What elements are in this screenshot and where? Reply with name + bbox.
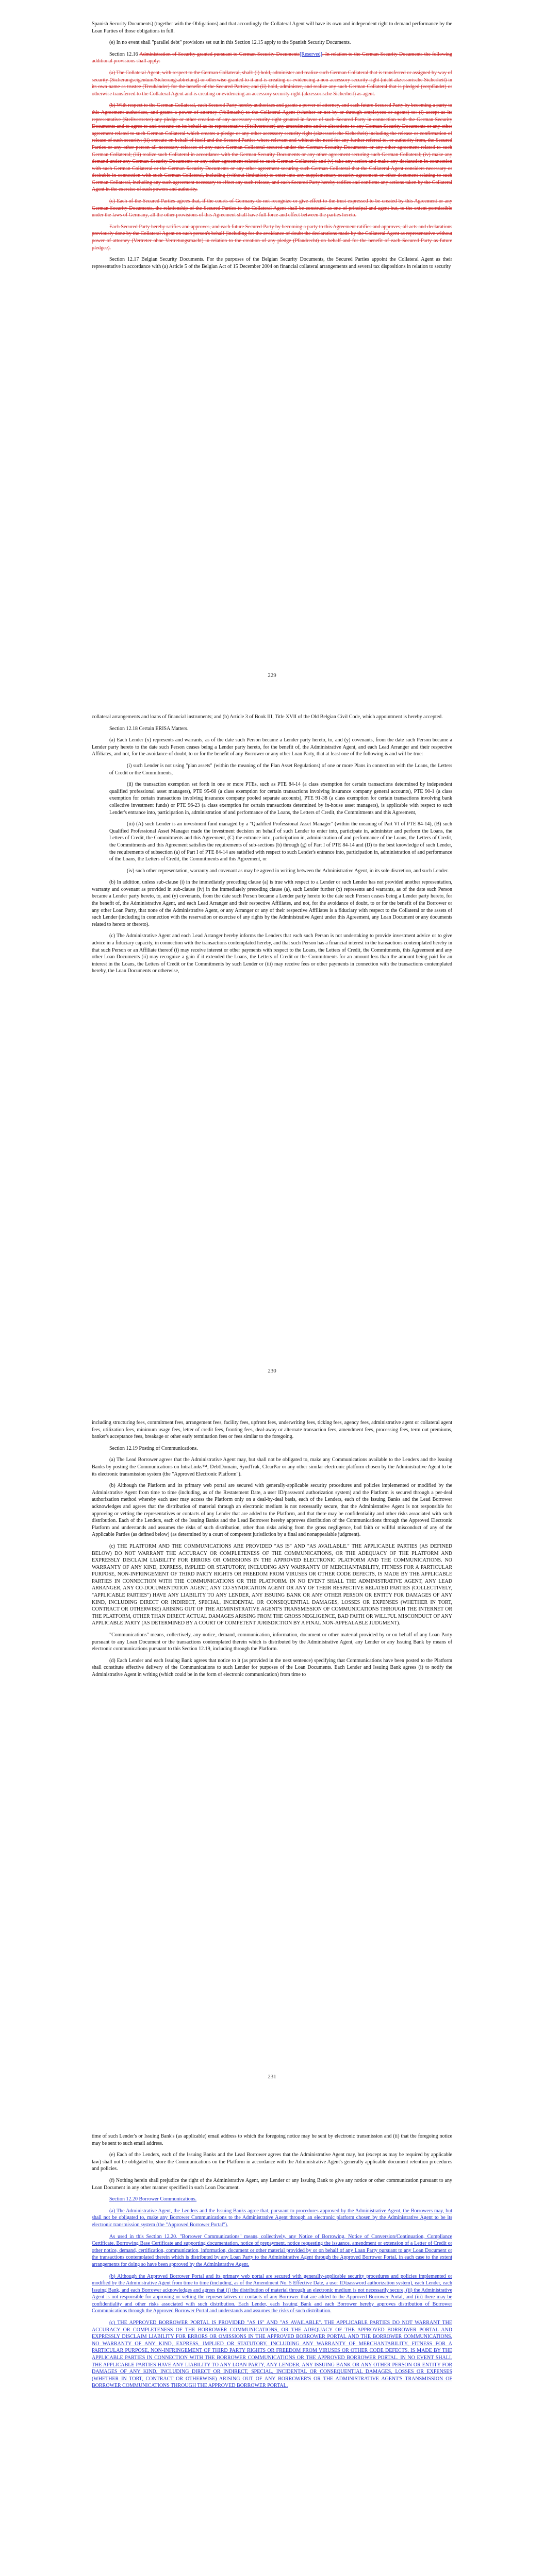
body-paragraph: (c) The Administrative Agent and each Lead Arranger hereby informs the Lenders that each such Person is not undertaking to provide investment advice or to give advice in a fiduciary capacity, in connection with the transactions contemplated hereby, and that such Person has a financial interest in the transactions contemplated hereby in that such Person or an Affiliate thereof (i) may receive interest or other payments with respect to the Loans, the Letters of Credit, the Commitments, this Agreement and any other Loan Documents (ii) may recognize a gain if it extended the Loans, the Letters of Credit or the Commitments for an amount less than the amount being paid for an interest in the Loans, the Letters of Credit or the Commitments by such Lender or (iii) may receive fees or other payments in connection with the transactions contemplated hereby, the Loan Documents or otherwise, [92,933,452,974]
deleted-paragraph: Each Secured Party hereby ratifies and approves, and each future Secured Party by becoming a party to this Agreement ratifies and approves, all acts and declarations previously done by the Collateral Agent on such person's behalf (including for the avoidance of doubt the declarations made by the Collateral Agent as representative without power of attorney (Vertreter ohne Vertretungsmacht) in relation to the creation of any pledge (Pfandrecht) on behalf and for the benefit of each Secured Party as future pledgee). [92,224,452,251]
body-paragraph: Spanish Security Documents) (together with the Obligations) and that accordingly the Collateral Agent will have its own and independent right to demand performance by the Loan Parties of those obligations in full. [92,21,452,34]
body-paragraph: Section 12.17 Belgian Security Documents. For the purposes of the Belgian Security Documents, the Secured Parties appoint the Collateral Agent as their representative in accordance with (a) Article 5 of the Belgian Act of 15 December 2004 on financial collateral arrangements and several tax dispositions in relation to security [92,257,452,269]
sub-clause-paragraph: (ii) the transaction exemption set forth in one or more PTEs, such as PTE 84-14 (a class exemption for certain transactions determined by independent qualified professional asset managers), PTE 95-60 (a class exemption for certain transactions involving insurance company general accounts), PTE 90-1 (a class exemption for certain transactions involving insurance company pooled separate accounts), PTE 91-38 (a class exemption for certain transactions involving bank collective investment funds) or PTE 96-23 (a class exemption for certain transactions determined by in-house asset managers), is applicable with respect to such Lender's entrance into, participation in, administration of and performance of the Loans, the Letters of Credit, the Commitments and this Agreement, [109,782,452,816]
document-page [0,714,544,1347]
document-page [0,21,544,657]
page-number: 231 [268,2074,276,2080]
sub-clause-paragraph: (iv) such other representation, warranty and covenant as may be agreed in writing between the Administrative Agent, in its sole discretion, and such Lender. [127,868,449,874]
body-paragraph: (b) Although the Platform and its primary web portal are secured with generally-applicable security procedures and policies implemented or modified by the Administrative Agent from time to time (including, as of the Restatement Date, a user ID/password authorization system) and the Platform is secured through a per-deal authorization method whereby each user may access the Platform only on a deal-by-deal basis, each of the Lenders, each of the Issuing Banks and the Lead Borrower acknowledges and agrees that the distribution of material through an electronic medium is not necessarily secure, that the Administrative Agent is not responsible for approving or vetting the representatives or contacts of any Lender that are added to the Platform, and that there may be confidentiality and other risks associated with such distribution. Each of the Lenders, each of the Issuing Banks and the Lead Borrower hereby approves distribution of the Communications through the Approved Electronic Platform and understands and assumes the risks of such distribution, other than risks arising from the gross negligence, bad faith or willful misconduct of any of the Applicable Parties (as defined below) (as determined by a court of competent jurisdiction by a final and nonappealable judgment). [92,1483,452,1538]
page-number: 229 [268,672,276,679]
body-paragraph: (e) Each of the Lenders, each of the Issuing Banks and the Lead Borrower agrees that the Administrative Agent may, but (except as may be required by applicable law) shall not be obligated to, store the Communications on the Platform in accordance with the Administrative Agent's generally applicable document retention procedures and policies. [92,2152,452,2172]
body-paragraph: Section 12.18 Certain ERISA Matters. [109,725,189,732]
body-paragraph: (a) The Lead Borrower agrees that the Administrative Agent may, but shall not be obligated to, make any Communications available to the Lenders and the Issuing Banks by posting the Communications on IntraLinks™, DebtDomain, SyndTrak, ClearPar or any other similar electronic platform chosen by the Administrative Agent to be its electronic transmission system (the "Approved Electronic Platform"). [92,1457,452,1477]
deleted-heading-tail: . In relation to the German Security Documents the following additional provisions shall apply: [92,51,452,64]
body-paragraph: collateral arrangements and loans of financial instruments; and (b) Article 3 of Book III, Title XVII of the Old Belgian Civil Code, which appointment is hereby accepted. [92,714,443,720]
deleted-paragraph: (c) Each of the Secured Parties agrees that, if the courts of Germany do not recognize or give effect to the trust expressed to be created by this Agreement or any German Security Documents, the relationship of the Secured Parties to the Collateral Agent shall be construed as one of principal and agent but, to the extent permissible under the laws of Germany, all the other provisions of this Agreement shall have full force and effect between the parties hereto. [92,198,452,218]
section-heading-paragraph [92,51,452,65]
body-paragraph: (e) In no event shall "parallel debt" provisions set out in this Section 12.15 apply to the Spanish Security Documents. [109,40,351,46]
inserted-paragraph: (a) The Administrative Agent, the Lenders and the Issuing Banks agree that, pursuant to procedures approved by the Administrative Agent, the Borrowers may, but shall not be obligated to, make any Borrower Communications to the Administrative Agent through an electronic platform chosen by the Administrative Agent to be its electronic transmission system (the "Approved Borrower Portal"). [92,2208,452,2228]
body-paragraph: (c) THE PLATFORM AND THE COMMUNICATIONS ARE PROVIDED "AS IS" AND "AS AVAILABLE." THE APPLICABLE PARTIES (AS DEFINED BELOW) DO NOT WARRANT THE ACCURACY OR COMPLETENESS OF THE COMMUNICATIONS, OR THE ADEQUACY OF THE PLATFORM AND EXPRESSLY DISCLAIM LIABILITY FOR ERRORS OR OMISSIONS IN THE APPROVED ELECTRONIC PLATFORM AND THE COMMUNICATIONS. NO WARRANTY OF ANY KIND, EXPRESS, IMPLIED OR STATUTORY, INCLUDING ANY WARRANTY OF MERCHANTABILITY, FITNESS FOR A PARTICULAR PURPOSE, NON-INFRINGEMENT OF THIRD PARTY RIGHTS OR FREEDOM FROM VIRUSES OR OTHER CODE DEFECTS, IS MADE BY THE APPLICABLE PARTIES IN CONNECTION WITH THE COMMUNICATIONS OR THE PLATFORM. IN NO EVENT SHALL THE ADMINISTRATIVE AGENT, ANY LEAD ARRANGER, ANY CO-DOCUMENTATION AGENT, ANY CO-SYNDICATION AGENT OR ANY OF THEIR RESPECTIVE RELATED PARTIES (COLLECTIVELY, "APPLICABLE PARTIES") HAVE ANY LIABILITY TO ANY LENDER, ANY ISSUING BANK OR ANY OTHER PERSON OR ENTITY FOR DAMAGES OF ANY KIND, INCLUDING DIRECT OR INDIRECT, SPECIAL, INCIDENTAL OR CONSEQUENTIAL DAMAGES, LOSSES OR EXPENSES (WHETHER IN TORT, CONTRACT OR OTHERWISE) ARISING OUT OF THE ADMINISTRATIVE AGENT'S TRANSMISSION OF COMMUNICATIONS THROUGH THE INTERNET OR THE PLATFORM, OTHER THAN DIRECT ACTUAL DAMAGES ARISING FROM THE GROSS NEGLIGENCE, BAD FAITH OR WILLFUL MISCONDUCT OF ANY APPLICABLE PARTY (AS DETERMINED BY A COURT OF COMPETENT JURISDICTION BY A FINAL NON-APPEALABLE JUDGMENT). [92,1543,452,1626]
document-page [0,1419,544,2045]
body-paragraph: (f) Nothing herein shall prejudice the right of the Administrative Agent, any Lender or any Issuing Bank to give any notice or other communication pursuant to any Loan Document in any other manner specified in such Loan Document. [92,2177,452,2191]
body-paragraph: including structuring fees, commitment fees, arrangement fees, facility fees, upfront fees, underwriting fees, ticking fees, agency fees, administrative agent or collateral agent fees, utilization fees, minimum usage fees, letter of credit fees, fronting fees, deal-away or alternate transaction fees, amendment fees, processing fees, term out premiums, banker's acceptance fees, breakage or other early termination fees or fees similar to the foregoing. [92,1420,452,1440]
body-paragraph: "Communications" means, collectively, any notice, demand, communication, information, document or other material provided by or on behalf of any Loan Party pursuant to any Loan Document or the transactions contemplated therein which is distributed by the Administrative Agent, any Lender or any Issuing Bank by means of electronic communications pursuant to this Section 12.19, including through the Platform. [92,1632,452,1652]
document-page [0,2133,544,2576]
body-paragraph: Section 12.19 Posting of Communications. [109,1445,198,1451]
deleted-paragraph: (a) The Collateral Agent, with respect to the German Collateral, shall: (i) hold, administer and realize such German Collateral that is transferred or assigned by way of security (Sicherungseigentum/Sicherungsabtretung) or otherwise granted to it and is creating or evidencing a non-accessory security right (nicht akzessorische Sicherheit) in its own name as trustee (Treuhänder) for the benefit of the Secured Parties; and (ii) hold, administer, and realize any such German Collateral that is pledged (verpfändet) or otherwise transferred to the Collateral Agent and is creating or evidencing an accessory security right (akzessorische Sicherheit) as agent. [92,70,452,97]
sub-clause-paragraph: (iii) (A) such Lender is an investment fund managed by a "Qualified Professional Asset Manager" (within the meaning of Part VI of PTE 84-14), (B) such Qualified Professional Asset Manager made the investment decision on behalf of such Lender to enter into, participate in, administer and perform the Loans, the Letters of Credit, the Commitments and this Agreement, (C) the entrance into, participation in, administration of and performance of the Loans, the Letters of Credit, the Commitments and this Agreement satisfies the requirements of sub-sections (b) through (g) of Part I of PTE 84-14 and (D) to the best knowledge of such Lender, the requirements of subsection (a) of Part I of PTE 84-14 are satisfied with respect to such Lender's entrance into, participation in, administration of and performance of the Loans, the Letters of Credit, the Commitments and this Agreement, or [109,821,452,862]
heading-plain-text: Section 12.16 [109,51,140,57]
body-paragraph: (a) Each Lender (x) represents and warrants, as of the date such Person became a Lender party hereto, to, and (y) covenants, from the date such Person became a Lender party hereto to the date such Person ceases being a Lender party hereto, for the benefit of, the Administrative Agent, and each Lead Arranger and their respective Affiliates, and not, for the avoidance of doubt, to or for the benefit of any Borrower or any other Loan Party, that at least one of the following is and will be true: [92,737,452,757]
body-paragraph: time of such Lender's or Issuing Bank's (as applicable) email address to which the foregoing notice may be sent by electronic transmission and (ii) that the foregoing notice may be sent to such email address. [92,2133,452,2146]
inserted-heading-text: [Reserved] [300,51,322,57]
inserted-paragraph: Section 12.20 Borrower Communications. [109,2196,197,2202]
sub-clause-paragraph: (i) such Lender is not using "plan assets" (within the meaning of the Plan Asset Regulations) of one or more Plans in connection with the Loans, the Letters of Credit or the Commitments, [109,762,452,776]
body-paragraph: (b) In addition, unless sub-clause (i) in the immediately preceding clause (a) is true with respect to a Lender or such Lender has not provided another representation, warranty and covenant as provided in sub-clause (iv) in the immediately preceding clause (a), such Lender further (x) represents and warrants, as of the date such Person became a Lender party hereto, to, and (y) covenants, from the date such Person became a Lender party hereto to the date such Person ceases being a Lender party hereto, for the benefit of, the Administrative Agent, and each Lead Arranger and their respective Affiliates, and not, for the avoidance of doubt, to or for the benefit of the Borrower or any other Loan Party, that none of the Administrative Agent, or any Arranger or any of their respective Affiliates is a fiduciary with respect to the Collateral or the assets of such Lender (including in connection with the reservation or exercise of any rights by the Administrative Agent under this Agreement, any Loan Document or any documents related to hereto or thereto). [92,879,452,927]
inserted-paragraph: As used in this Section 12.20, "Borrower Communications" means, collectively, any Notice of Borrowing, Notice of Conversion/Continuation, Compliance Certificate, Borrowing Base Certificate and supporting documentation, notice of prepayment, notice requesting the issuance, amendment or extension of a Letter of Credit or other notice, demand, certification, communication, information, document or other material provided by or on behalf of any Loan Party pursuant to any Loan Document or the transactions contemplated therein which is distributed by any Loan Party to the Administrative Agent through the Approved Borrower Portal, in each case to the extent arrangements for doing so have been approved by the Administrative Agent. [92,2233,452,2267]
inserted-paragraph: (c) THE APPROVED BORROWER PORTAL IS PROVIDED "AS IS" AND "AS AVAILABLE". THE APPLICABLE PARTIES DO NOT WARRANT THE ACCURACY OR COMPLETENESS OF THE BORROWER COMMUNICATIONS, OR THE ADEQUACY OF THE APPROVED BORROWER PORTAL AND EXPRESSLY DISCLAIM LIABILITY FOR ERRORS OR OMISSIONS IN THE APPROVED BORROWER PORTAL AND THE BORROWER COMMUNICATIONS. NO WARRANTY OF ANY KIND, EXPRESS, IMPLIED OR STATUTORY, INCLUDING ANY WARRANTY OF MERCHANTABILITY, FITNESS FOR A PARTICULAR PURPOSE, NON-INFRINGEMENT OF THIRD PARTY RIGHTS OR FREEDOM FROM VIRUSES OR OTHER CODE DEFECTS, IS MADE BY THE APPLICABLE PARTIES IN CONNECTION WITH THE BORROWER COMMUNICATIONS OR THE APPROVED BORROWER PORTAL. IN NO EVENT SHALL THE APPLICABLE PARTIES HAVE ANY LIABILITY TO ANY LOAN PARTY, ANY LENDER, ANY ISSUING BANK OR ANY OTHER PERSON OR ENTITY FOR DAMAGES OF ANY KIND, INCLUDING DIRECT OR INDIRECT, SPECIAL, INCIDENTAL OR CONSEQUENTIAL DAMAGES, LOSSES OR EXPENSES (WHETHER IN TORT, CONTRACT OR OTHERWISE) ARISING OUT OF ANY BORROWER'S OR THE ADMINISTRATIVE AGENT'S TRANSMISSION OF BORROWER COMMUNICATIONS THROUGH THE APPROVED BORROWER PORTAL. [92,2320,452,2389]
inserted-paragraph: (b) Although the Approved Borrower Portal and its primary web portal are secured with generally-applicable security procedures and policies implemented or modified by the Administrative Agent from time to time (including, as of the Amendment No. 5 Effective Date, a user ID/password authorization system), each Lender, each Issuing Bank, and each Borrower acknowledges and agrees that (i) the distribution of material through an electronic medium is not necessarily secure, (ii) the Administrative Agent is not responsible for approving or vetting the representatives or contacts of any Borrower that are added to the Approved Borrower Portal, and (iii) there may be confidentiality and other risks associated with such distribution. Each Lender, each Issuing Bank and each Borrower hereby approves distribution of Borrower Communications through the Approved Borrower Portal and understands and assumes the risks of such distribution. [92,2273,452,2314]
deleted-heading-text: Administration of Security granted pursuant to German Security Documents [139,51,300,57]
deleted-paragraph: (b) With respect to the German Collateral, each Secured Party hereby authorizes and grants a power of attorney, and each future Secured Party by becoming a party to this Agreement authorizes, and grants a power of attorney (Vollmacht) to the Collateral Agent (whether or not by or through employees or agents) to: (i) accept as its representative (Stellvertreter) any pledge or other creation of any accessory security right granted in favor of such Secured Party in connection with the German Security Documents and to agree to and execute on its behalf as its representative (Stellvertreter) any amendments and/or alterations to any German Security Documents or any other agreement related to such German Collateral which creates a pledge or any other accessory security right (akzessorische Sicherheit) including the release or confirmation of release of such security; (ii) execute on behalf of itself and the Secured Parties where relevant and without the need for any further referral to, or authority from, the Secured Parties or any other person all necessary releases of any such German Collateral secured under the German Security Documents or any other agreement related to such German Collateral; (iii) realize such Collateral in accordance with the German Security Documents or any other agreement securing such German Collateral; (iv) make any demand under any German Security Documents or any other agreement related to such German Collateral; and (v) take any action and make any declaration in connection with such German Collateral or the German Security Documents or any other agreement securing such German Collateral that the Collateral Agent considers necessary or desirable in connection with such German Collateral, including (without limitation) to enter into any supplementary security agreement or other document relating to such German Collateral, including any such agreement necessary to effect any such release, and each Secured Party hereby ratifies and confirms any actions taken by the Collateral Agent in the exercise of such powers and authority. [92,103,452,193]
page-number: 230 [268,1368,276,1374]
body-paragraph: (d) Each Lender and each Issuing Bank agrees that notice to it (as provided in the next sentence) specifying that Communications have been posted to the Platform shall constitute effective delivery of the Communications to such Lender for purposes of the Loan Documents. Each Lender and Issuing Bank agrees (i) to notify the Administrative Agent in writing (which could be in the form of electronic communication) from time to [92,1657,452,1677]
